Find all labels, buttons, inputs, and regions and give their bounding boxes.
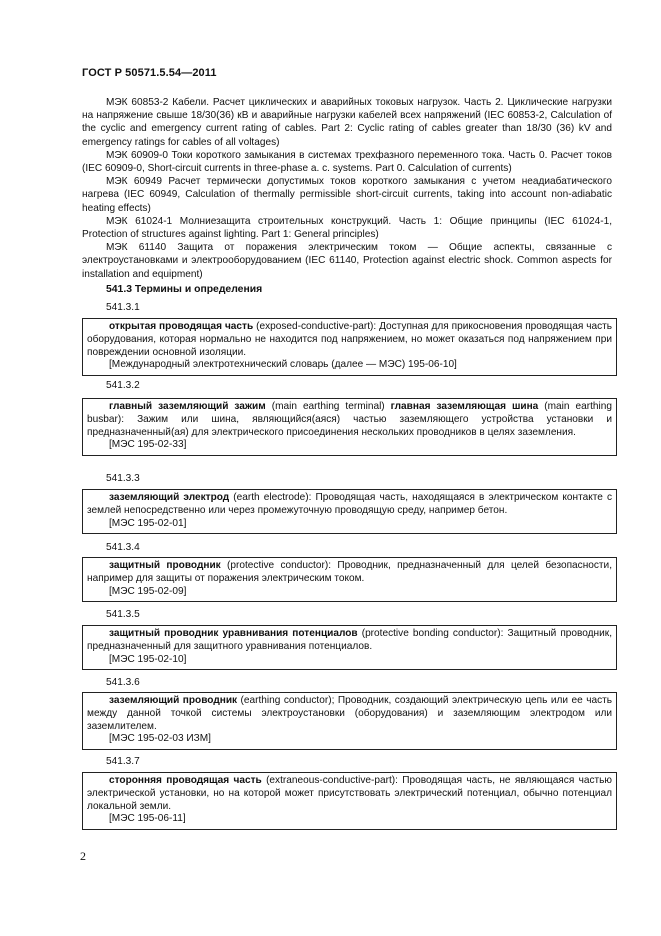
term-definition bbox=[87, 628, 612, 654]
term-definition bbox=[87, 775, 612, 813]
reference-item: МЭК 60949 Расчет термически допустимых токов короткого замыкания с учетом неадиабатического нагрева (IEC 60949, Calculation of thermally permissible short-circuit currents, taking into account non-adiabatic heating effects) bbox=[82, 176, 612, 214]
term-text: (protective conductor): Проводник, предназначенный для целей безопасности, например для защиты от поражения электрическим током. bbox=[87, 560, 612, 584]
term-name: защитный проводник bbox=[109, 560, 221, 571]
term-source: [МЭС 195-02-01] bbox=[109, 517, 187, 529]
term-text: (earth electrode): Проводящая часть, находящаяся в электрическом контакте с землей непосредственно или через промежуточную проводящую среду, например бетон. bbox=[87, 492, 612, 516]
section-title: 541.3 Термины и определения bbox=[106, 284, 263, 295]
term-number: 541.3.7 bbox=[106, 756, 140, 767]
term-number: 541.3.2 bbox=[106, 380, 140, 391]
term-text: (exposed-conductive-part): Доступная для прикосновения проводящая часть оборудования, которая нормально не находится под напряжением, но может оказаться под напряжением при повреждении основной изоляции. bbox=[87, 321, 612, 358]
term-definition bbox=[87, 401, 612, 439]
term-source: [МЭС 195-02-33] bbox=[109, 439, 187, 451]
term-name: заземляющий проводник bbox=[109, 695, 238, 706]
term-text: (extraneous-conductive-part): Проводящая часть, не являющаяся частью электрической установки, но на которой может присутствовать электрический потенциал, обычно потенциал локальной земли. bbox=[87, 775, 612, 812]
term-source: [МЭС 195-06-11] bbox=[109, 813, 186, 825]
term-text: (main earthing busbar): Зажим или шина, являющийся(аяся) частью заземляющего устройства установки и предназначенный(ая) для электрического присоединения нескольких проводников в целях заземления. bbox=[87, 401, 612, 438]
term-number: 541.3.4 bbox=[106, 542, 140, 553]
term-definition-box bbox=[82, 398, 617, 456]
term-definition bbox=[87, 560, 612, 586]
reference-item: МЭК 60853-2 Кабели. Расчет циклических и аварийных токовых нагрузок. Часть 2. Циклические нагрузки на напряжение свыше 18/30(36) кВ и аварийные нагрузки кабелей всех напряжений (IEC 60853-2, Calculation of the cyclic and emergency current rating of cables. Part 2: Cyclic rating of cables greater than 18/30 (36) kV and emergency ratings for cables of all voltages) bbox=[82, 97, 612, 148]
term-number: 541.3.5 bbox=[106, 609, 140, 620]
term-name: защитный проводник уравнивания потенциалов bbox=[109, 628, 358, 639]
term-text: (earthing conductor); Проводник, создающий электрическую цепь или ее часть между данной точкой системы электроустановки (оборудования) и заземляющим электродом или заземлителем. bbox=[87, 695, 612, 732]
document-header: ГОСТ Р 50571.5.54—2011 bbox=[82, 67, 217, 79]
term-definition-box bbox=[82, 625, 617, 670]
term-source: [МЭС 195-02-03 ИЗМ] bbox=[109, 733, 211, 745]
normative-references bbox=[82, 96, 612, 281]
term-number: 541.3.3 bbox=[106, 473, 140, 484]
term-number: 541.3.1 bbox=[106, 302, 140, 313]
term-name: заземляющий электрод bbox=[109, 492, 230, 503]
term-source: [МЭС 195-02-10] bbox=[109, 653, 187, 665]
term-name: главный заземляющий зажим bbox=[109, 401, 266, 412]
term-name: открытая проводящая часть bbox=[109, 321, 254, 332]
term-definition bbox=[87, 321, 612, 359]
term-definition-box bbox=[82, 557, 617, 602]
reference-item: МЭК 60909-0 Токи короткого замыкания в системах трехфазного переменного тока. Часть 0. Расчет токов (IEC 60909-0, Short-circuit currents in three-phase a. c. systems. Part 0. Calculation of currents) bbox=[82, 149, 612, 175]
reference-item: МЭК 61024-1 Молниезащита строительных конструкций. Часть 1: Общие принципы (IEC 61024-1, Protection of structures against lighting. Part 1: General principles) bbox=[82, 215, 612, 241]
reference-item: МЭК 61140 Защита от поражения электрическим током — Общие аспекты, связанные с электроустановками и электрооборудованием (IEC 61140, Protection against electric shock. Common aspects for installation and equipment) bbox=[82, 242, 612, 280]
term-text: (protective bonding conductor): Защитный проводник, предназначенный для защитного уравнивания потенциалов. bbox=[87, 628, 612, 652]
term-name-alt: главная заземляющая шина bbox=[390, 401, 539, 412]
term-definition-box bbox=[82, 772, 617, 830]
term-definition-box bbox=[82, 692, 617, 750]
term-definition-box bbox=[82, 489, 617, 534]
term-number: 541.3.6 bbox=[106, 677, 140, 688]
term-definition bbox=[87, 492, 612, 518]
term-definition bbox=[87, 695, 612, 733]
page-number: 2 bbox=[80, 849, 86, 863]
term-definition-box bbox=[82, 318, 617, 376]
term-source: [МЭС 195-02-09] bbox=[109, 585, 187, 597]
term-source: [Международный электротехнический словарь (далее — МЭС) 195-06-10] bbox=[109, 359, 457, 371]
term-text: (main earthing terminal) bbox=[265, 401, 391, 412]
term-name: сторонняя проводящая часть bbox=[109, 775, 262, 786]
